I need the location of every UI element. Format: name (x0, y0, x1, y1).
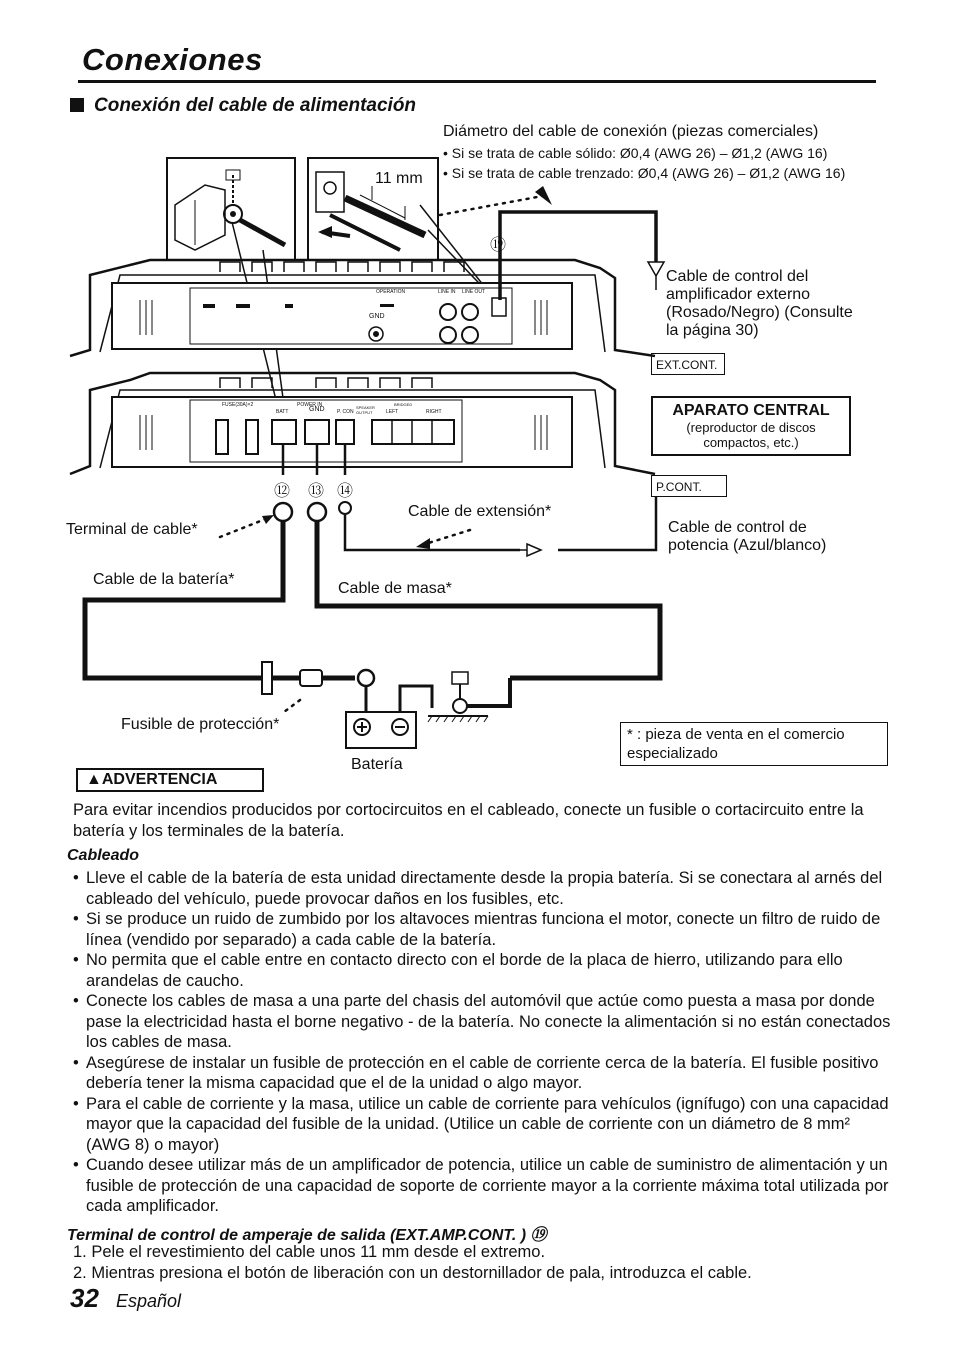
page-language: Español (116, 1291, 182, 1311)
amp-gnd: GND (309, 406, 325, 413)
terminal-screw-inset (167, 158, 295, 260)
amp-batt: BATT (276, 409, 289, 415)
amp-bridged: BRIDGED (394, 402, 413, 407)
list-item: • No permita que el cable entre en contacto directo con el borde de la placa de hierro, utilizando para ello arandelas de caucho. (73, 950, 893, 991)
section-title-text: Conexión del cable de alimentación (94, 95, 417, 116)
amp-gnd-top: GND (369, 313, 385, 320)
callout-13: ⑬ (308, 483, 325, 500)
amp-right: RIGHT (426, 409, 442, 415)
step-item: 2. Mientras presiona el botón de liberación con un destornillador de pala, introduzca el cable. (73, 1263, 752, 1282)
amp-fuse: FUSE(30A)×2 (222, 402, 254, 408)
step-item: 1. Pele el revestimiento del cable unos 11 mm desde el extremo. (73, 1243, 546, 1261)
page-number: 32 (70, 1283, 99, 1313)
battery-cable-label: Cable de la batería* (93, 571, 235, 588)
amp-operation: OPERATION (376, 289, 406, 295)
p-cont-box: P.CONT. (651, 475, 727, 497)
list-item: • Conecte los cables de masa a una parte del chasis del automóvil que actúe como puesta a masa por donde pase la electricidad hasta el borne negativo - de la batería. No conecte la alimentación si no están conectados los cables de masa. (73, 991, 893, 1053)
warning-badge (76, 768, 264, 792)
list-item: • Asegúrese de instalar un fusible de protección en el cable de corriente cerca de la batería. El fusible positivo debería tener la misma capacidad que el de la unidad o algo mayor. (73, 1053, 893, 1094)
wiring-list (73, 868, 893, 1217)
amp-line-out: LINE OUT (462, 289, 486, 295)
ext-amp-control-label: Cable de control del amplificador externo (Rosado/Negro) (Consulte la página 30) (666, 268, 853, 339)
warning-text: Para evitar incendios producidos por cortocircuitos en el cableado, conecte un fusible o cortacircuito entre la batería y los terminales de la batería. (73, 801, 864, 840)
ground-cable-label: Cable de masa* (338, 580, 452, 597)
strip-length: 11 mm (375, 170, 423, 187)
note-box: * : pieza de venta en el comercio especializado (620, 722, 888, 766)
amplifier-top (70, 260, 655, 356)
diameter-stranded: • Si se trata de cable trenzado: Ø0,4 (AWG 26) – Ø1,2 (AWG 16) (443, 165, 846, 181)
terminal-heading: Terminal de control de amperaje de salida (EXT.AMP.CONT. ) ⑲ (67, 1227, 547, 1244)
central-unit-box (651, 396, 851, 456)
amp-speaker-output: SPEAKER OUTPUT (356, 405, 375, 415)
warning-icon: ▲ (86, 771, 102, 788)
ground-icon (428, 672, 510, 722)
diameter-title: Diámetro del cable de conexión (piezas comerciales) (443, 123, 819, 140)
amplifier-bottom (70, 373, 655, 474)
warning-label: ADVERTENCIA (101, 771, 218, 788)
callout-19: ⑲ (490, 237, 507, 254)
callout-12: ⑫ (274, 483, 291, 500)
battery-label: Batería (351, 756, 403, 773)
power-control-label: Cable de control de potencia (Azul/blanco) (668, 519, 827, 554)
diameter-solid: • Si se trata de cable sólido: Ø0,4 (AWG 26) – Ø1,2 (AWG 16) (443, 145, 828, 161)
page-title: Conexiones (82, 42, 263, 77)
extension-cable-label: Cable de extensión* (408, 503, 552, 520)
amp-pcon: P. CON (337, 409, 354, 415)
list-item: • Si se produce un ruido de zumbido por los altavoces mientras funciona el motor, conecte un filtro de ruido de línea (vendido por separado) a cada cable de la batería. (73, 909, 893, 950)
callout-14: ⑭ (337, 483, 354, 500)
list-item: • Para el cable de corriente y la masa, utilice un cable de corriente para vehículos (ignífugo) con una capacidad mayor que la capacidad del fusible de la unidad. (Utilice un cable de corriente con un diámetro de 8 mm² (AWG 8) o mayor) (73, 1094, 893, 1156)
terminal-cable-label: Terminal de cable* (66, 521, 198, 538)
list-item: • Cuando desee utilizar más de un amplificador de potencia, utilice un cable de suministro de alimentación y un fusible de protección de una capacidad de soporte de corriente mayor a la corriente máxima total utilizada por cada amplificador. (73, 1155, 893, 1217)
amp-left: LEFT (386, 409, 399, 415)
amp-line-in: LINE IN (438, 289, 456, 295)
list-item: • Lleve el cable de la batería de esta unidad directamente desde la propia batería. Si se conectara al arnés del cableado del vehículo, puede provocar daños en los fusibles, etc. (73, 868, 893, 909)
amp-power-in: POWER IN (297, 402, 323, 408)
battery-icon (346, 712, 416, 748)
central-unit-subtitle: (reproductor de discos compactos, etc.) (686, 420, 816, 450)
terminal-steps (73, 1242, 893, 1283)
wiring-heading: Cableado (67, 847, 140, 864)
fuse-label: Fusible de protección* (121, 716, 280, 733)
ext-cont-box: EXT.CONT. (651, 353, 725, 375)
central-unit-title: APARATO CENTRAL (672, 402, 830, 419)
